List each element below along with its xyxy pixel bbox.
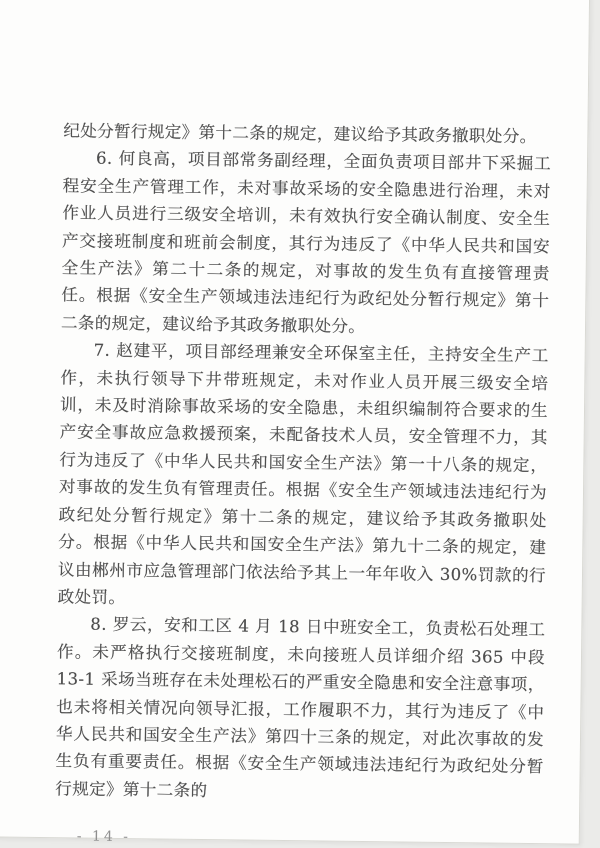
paragraph-continuation: 纪处分暂行规定》第十二条的规定，建议给予其政务撤职处分。 xyxy=(63,121,537,147)
paragraph-item-7: 7. 赵建平，项目部经理兼安全环保室主任，主持安全生产工作，未执行领导下井带班规定，未对作业人员开展三级安全培训，未及时消除事故采场的安全隐患，未组织编制符合要求的生产安全事故应急救援预案，未配备技术人员，安全管理不力，其行为违反了《中华人民共和国安全生产法》第一十八条的规定，对事故的发生负有管理责任。根据《安全生产领域违法违纪行为政纪处分暂行规定》第十二条的规定，建议给予其政务撤职处分。根据《中华人民共和国安全生产法》第九十二条的规定，建议由郴州市应急管理部门依法给予其上一年年收入 30%罚款的行政处罚。 xyxy=(57,340,549,607)
page-number: - 14 - xyxy=(76,828,132,846)
page-content xyxy=(55,117,552,848)
paragraph-item-6: 6. 何良高，项目部常务副经理，全面负责项目部井下采掘工程安全生产管理工作，未对事故采场的安全隐患进行治理，未对作业人员进行三级安全培训，未有效执行安全确认制度、安全生产交接班制度和班前会制度，其行为违反了《中华人民共和国安全生产法》第二十二条的规定，对事故的发生负有直接管理责任。根据《安全生产领域违法违纪行为政纪处分暂行规定》第十二条的规定，建议给予其政务撤职处分。 xyxy=(60,149,552,336)
paragraph-item-8: 8. 罗云，安和工区 4 月 18 日中班安全工，负责松石处理工作。未严格执行交接班制度，未向接班人员详细介绍 365 中段 13-1 采场当班存在未处理松石的严重安全隐患和安全注意事项，也未将相关情况向领导汇报，工作履职不力，其行为违反了《中华人民共和国安全生产法》第四十三条的规定，对此次事故的发生负有重要责任。根据《安全生产领域违法违纪行为政纪处分暂行规定》第十二条的 xyxy=(55,614,546,800)
